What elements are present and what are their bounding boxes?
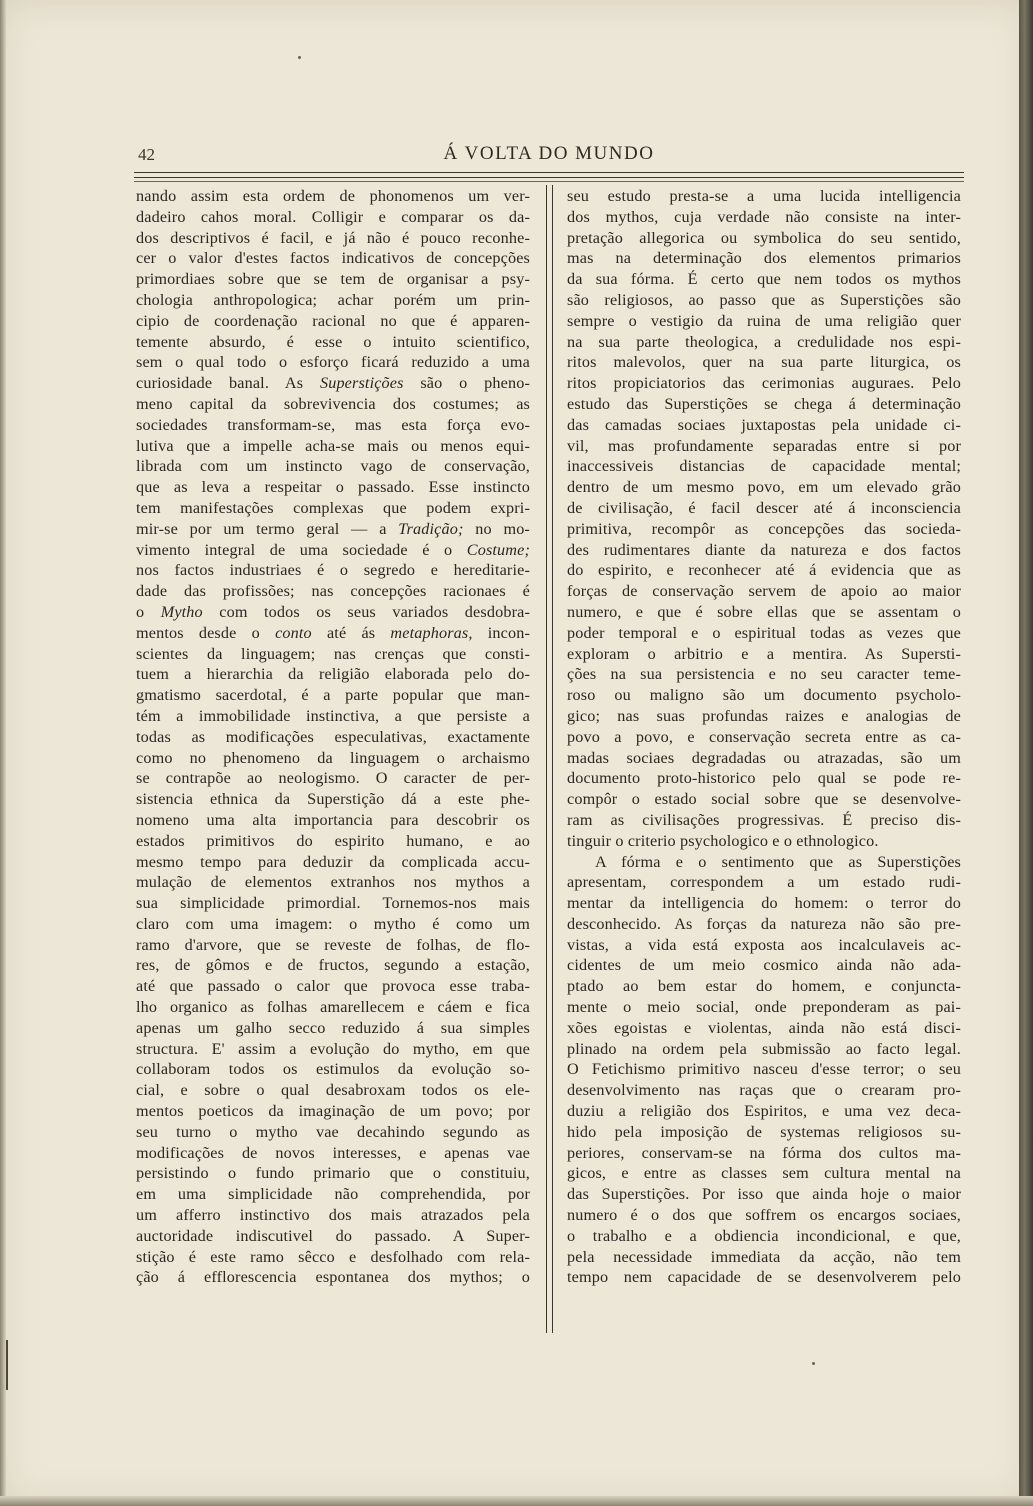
text-run: ritos malevolos, quer na sua parte liturgica, os: [567, 353, 961, 372]
text-line: [136, 852, 530, 873]
text-line: [567, 1101, 961, 1122]
text-line: [567, 872, 961, 893]
text-run: cial, e sobre o qual desabroxam todos os ele-: [136, 1081, 530, 1100]
text-run: o trabalho e a obdiencia incondicional, e que,: [567, 1226, 961, 1245]
text-line: [567, 706, 961, 727]
text-line: [136, 352, 530, 373]
text-line: [136, 1080, 530, 1101]
text-line: [136, 976, 530, 997]
text-run: até ás: [311, 623, 391, 642]
text-line: [136, 581, 530, 602]
text-line: [567, 352, 961, 373]
text-line: [567, 1184, 961, 1205]
text-line: [136, 602, 530, 623]
text-line: [567, 664, 961, 685]
text-run: ritos propiciatorios das cerimonias auguraes. Pelo: [567, 374, 961, 393]
text-run: dadeiro cahos moral. Colligir e comparar os da-: [136, 207, 530, 226]
text-run: temente absurdo, é esse o intuito scientifico,: [136, 332, 530, 351]
text-line: [567, 935, 961, 956]
text-run: mentos poeticos da imaginação de um povo; por: [136, 1102, 530, 1121]
text-line: [136, 872, 530, 893]
text-line: [136, 373, 530, 394]
text-run: tem manifestações complexas que podem expri-: [136, 498, 530, 517]
text-line: [136, 810, 530, 831]
text-run: se contrapõe ao neologismo. O caracter de per-: [136, 769, 530, 788]
text-line: [567, 1059, 961, 1080]
text-line: [136, 623, 530, 644]
text-line: [136, 394, 530, 415]
text-run: sociedades transformam-se, mas esta força evo-: [136, 415, 530, 434]
text-run: collaboram todos os estimulos da evolução so-: [136, 1060, 530, 1079]
text-run: tuem a hierarchia da religião elaborada pelo do-: [136, 665, 530, 684]
page-edge-bottom: [0, 1496, 1033, 1506]
text-run: stição é este ramo sêcco e desfolhado com rela-: [136, 1247, 530, 1266]
text-line: [567, 373, 961, 394]
text-run: meno capital da sobrevivencia dos costumes; as: [136, 394, 530, 413]
text-line: [136, 540, 530, 561]
text-run: que as leva a respeitar o passado. Esse instincto: [136, 478, 530, 497]
text-run: mesmo tempo para deduzir da complicada accu-: [136, 852, 530, 871]
text-line: [136, 1039, 530, 1060]
text-run: ptado ao bem estar do homem, e conjuncta-: [567, 977, 961, 996]
text-line: [136, 1226, 530, 1247]
italic-term: Costume;: [466, 540, 530, 559]
text-run: um afferro instinctivo dos mais atrazados pela: [136, 1206, 530, 1225]
text-line: [136, 685, 530, 706]
text-line: [136, 955, 530, 976]
text-line: [567, 415, 961, 436]
text-run: duziu a religião dos Espiritos, e uma vez deca-: [567, 1102, 961, 1121]
text-run: sem o qual todo o esforço ficará reduzido a uma: [136, 353, 530, 372]
text-run: incon-: [472, 623, 530, 642]
text-run: lho organico as folhas amarellecem e cáem e fica: [136, 998, 530, 1017]
left-text-column: [136, 186, 530, 1288]
text-run: librada com um instincto vago de conservação,: [136, 457, 530, 476]
text-run: mentar da intelligencia do homem: o terror do: [567, 894, 961, 913]
text-line: [567, 477, 961, 498]
running-title: Á VOLTA DO MUNDO: [443, 143, 655, 164]
text-line: [136, 519, 530, 540]
text-line: [136, 1163, 530, 1184]
page-header: [134, 141, 964, 167]
text-line: [136, 436, 530, 457]
text-line: [567, 1267, 961, 1288]
text-line: [567, 290, 961, 311]
text-run: des rudimentares diante da natureza e dos factos: [567, 540, 961, 559]
text-line: [136, 311, 530, 332]
text-run: cer o valor d'estes factos indicativos de concepções: [136, 249, 530, 268]
text-line: [136, 1184, 530, 1205]
text-run: O Fetichismo primitivo nasceu d'esse terror; o seu: [567, 1060, 961, 1079]
text-run: na sua parte theologica, a credulidade nos espi-: [567, 332, 961, 351]
header-rule: [134, 172, 964, 173]
text-line: [567, 498, 961, 519]
text-run: structura. E' assim a evolução do mytho, em que: [136, 1039, 530, 1058]
text-line: [567, 831, 961, 852]
text-line: [567, 623, 961, 644]
text-run: nos factos industriaes é o segredo e hereditarie-: [136, 561, 530, 580]
text-line: [136, 727, 530, 748]
text-run: numero, e que é sobre ellas que se assentam o: [567, 602, 961, 621]
paper-speck: [298, 56, 301, 59]
text-run: desenvolvimento nas raças que o crearam pro-: [567, 1081, 961, 1100]
text-line: [567, 685, 961, 706]
italic-term: conto: [275, 623, 312, 642]
text-run: chologia anthropologica; achar porém um prin-: [136, 290, 530, 309]
text-run: estudo das Superstições se chega á determinação: [567, 394, 961, 413]
text-run: claro com uma imagem: o mytho é como um: [136, 914, 530, 933]
text-run: gicos, e entre as classes sem cultura mental na: [567, 1164, 961, 1183]
text-run: sistencia ethnica da Superstição dá a este phe-: [136, 790, 530, 809]
text-line: [567, 540, 961, 561]
text-run: hido pela imposição de systemas religiosos su-: [567, 1122, 961, 1141]
text-line: [567, 560, 961, 581]
text-line: [567, 914, 961, 935]
text-run: A fórma e o sentimento que as Superstições: [595, 852, 961, 871]
text-line: [136, 997, 530, 1018]
page-tear-mark: [6, 1340, 18, 1390]
text-line: [567, 768, 961, 789]
text-line: [136, 1122, 530, 1143]
text-run: ção á efflorescencia espontanea dos mythos; o: [136, 1268, 530, 1287]
text-run: persistindo o fundo primario que o constituiu,: [136, 1164, 530, 1183]
text-line: [567, 311, 961, 332]
text-run: apenas um galho secco reduzido á sua simples: [136, 1018, 530, 1037]
text-run: dade das profissões; nas concepções racionaes é: [136, 582, 530, 601]
text-run: sua simplicidade primordial. Tornemos-nos mais: [136, 894, 530, 913]
text-line: [136, 456, 530, 477]
text-run: exploram o arbitrio e a mentira. As Supersti-: [567, 644, 961, 663]
column-divider: [552, 185, 553, 1333]
text-line: [567, 269, 961, 290]
text-run: mir-se por um termo geral — a: [136, 519, 399, 538]
italic-term: Tradição;: [398, 519, 464, 538]
text-line: [136, 1143, 530, 1164]
text-line: [567, 394, 961, 415]
text-line: [567, 228, 961, 249]
text-run: compôr o estado social sobre que se desenvolve-: [567, 790, 961, 809]
text-line: [136, 1101, 530, 1122]
text-line: [136, 706, 530, 727]
text-line: [136, 831, 530, 852]
text-line: [136, 1205, 530, 1226]
text-run: nomeno uma alta importancia para descobrir os: [136, 810, 530, 829]
text-line: [567, 602, 961, 623]
text-run: mente o meio social, onde preponderam as pai-: [567, 998, 961, 1017]
text-run: até que passado o calor que provoca esse traba-: [136, 977, 530, 996]
text-run: povo a povo, e conservação secreta entre as ca-: [567, 727, 961, 746]
text-line: [136, 914, 530, 935]
text-line: [567, 789, 961, 810]
text-line: [136, 207, 530, 228]
text-run: primordiaes sobre que se tem de organisar a psy-: [136, 270, 530, 289]
text-line: [567, 748, 961, 769]
text-line: [136, 1059, 530, 1080]
text-line: [136, 935, 530, 956]
text-line: [567, 810, 961, 831]
text-line: [136, 1247, 530, 1268]
text-run: todas as modificações especulativas, exactamente: [136, 727, 530, 746]
text-line: [136, 1018, 530, 1039]
italic-term: Superstições: [319, 374, 404, 393]
text-run: inaccessiveis distancias de capacidade mental;: [567, 457, 961, 476]
text-run: lutiva que a impelle acha-se mais ou menos equi-: [136, 436, 530, 455]
text-run: tinguir o criterio psychologico e o ethnologico.: [567, 831, 879, 850]
text-run: pretação allegorica ou symbolica do seu sentido,: [567, 228, 961, 247]
text-line: [567, 186, 961, 207]
text-line: [567, 1163, 961, 1184]
text-line: [567, 207, 961, 228]
italic-term: metaphoras,: [390, 623, 473, 642]
text-run: são religiosos, ao passo que as Superstições são: [567, 290, 961, 309]
text-run: dentro de um mesmo povo, em um elevado grão: [567, 478, 961, 497]
text-run: tém a immobilidade instinctiva, a que persiste a: [136, 706, 530, 725]
text-line: [567, 1080, 961, 1101]
text-run: cidentes de um meio cosmico ainda não ada-: [567, 956, 961, 975]
text-run: gico; nas suas profundas raizes e analogias de: [567, 706, 961, 725]
text-run: mentos desde o: [136, 623, 276, 642]
text-run: ramo d'arvore, que se reveste de folhas, de flo-: [136, 935, 530, 954]
text-run: o: [136, 602, 161, 621]
text-run: mulação de elementos extranhos nos mythos a: [136, 873, 530, 892]
paper-speck: [812, 1362, 815, 1365]
text-line: [567, 1122, 961, 1143]
text-line: [136, 186, 530, 207]
text-line: [567, 519, 961, 540]
text-line: [567, 1247, 961, 1268]
text-run: no mo-: [463, 519, 530, 538]
text-run: auctoridade indiscutivel do passado. A Super-: [136, 1226, 530, 1245]
text-line: [136, 644, 530, 665]
text-run: estados primitivos do espirito humano, e ao: [136, 831, 530, 850]
text-run: sempre o vestigio da ruina de uma religião quer: [567, 311, 961, 330]
text-run: madas sociaes degradadas ou atrazadas, são um: [567, 748, 961, 767]
text-run: pela necessidade immediata da acção, não tem: [567, 1247, 961, 1266]
text-line: [136, 789, 530, 810]
text-line: [567, 1205, 961, 1226]
text-run: xões egoistas e violentas, ainda não está disci-: [567, 1018, 961, 1037]
text-line: [567, 997, 961, 1018]
text-line: [567, 456, 961, 477]
text-line: [136, 748, 530, 769]
page-number: 42: [138, 145, 155, 164]
text-line: [136, 248, 530, 269]
text-run: vistas, a vida está exposta aos incalculaveis ac-: [567, 935, 961, 954]
text-line: [567, 727, 961, 748]
text-run: das camadas sociaes juxtapostas pela unidade ci-: [567, 415, 961, 434]
text-run: poder temporal e o espiritual todas as vezes que: [567, 623, 961, 642]
text-run: são o pheno-: [403, 374, 530, 393]
text-run: forças de conservação servem de apoio ao maior: [567, 582, 961, 601]
text-run: da sua fórma. É certo que nem todos os mythos: [567, 270, 961, 289]
column-divider: [546, 185, 547, 1333]
text-line: [567, 955, 961, 976]
text-run: com todos os seus variados desdobra-: [202, 602, 530, 621]
text-line: [567, 248, 961, 269]
text-line: [567, 644, 961, 665]
text-run: numero é o dos que soffrem os encargos sociaes,: [567, 1206, 961, 1225]
text-run: res, de gômos e de fructos, segundo a estação,: [136, 956, 530, 975]
text-run: desconhecido. As forças da natureza não são pre-: [567, 914, 961, 933]
text-line: [136, 1267, 530, 1288]
header-rule: [134, 177, 964, 178]
text-run: vimento integral de uma sociedade é o: [136, 540, 467, 559]
text-line: [136, 415, 530, 436]
text-line: [136, 498, 530, 519]
text-run: seu turno o mytho vae decahindo segundo as: [136, 1122, 530, 1141]
page-edge-left: [0, 0, 6, 1506]
text-line: [567, 852, 961, 873]
text-line: [136, 290, 530, 311]
text-run: do espirito, e reconhecer até á evidencia que as: [567, 561, 961, 580]
text-run: roso ou maligno são um documento psycholo-: [567, 686, 961, 705]
text-line: [567, 1143, 961, 1164]
text-run: nando assim esta ordem de phonomenos um ver-: [136, 187, 530, 205]
text-run: primitiva, recompôr as concepções das socieda-: [567, 519, 961, 538]
text-line: [136, 477, 530, 498]
text-run: em uma simplicidade não comprehendida, por: [136, 1185, 530, 1204]
text-run: mas na determinação dos elementos primarios: [567, 249, 961, 268]
text-run: periores, conservam-se na fórma dos cultos ma-: [567, 1143, 961, 1162]
text-line: [567, 581, 961, 602]
text-line: [567, 976, 961, 997]
text-run: das Superstições. Por isso que ainda hoje o maior: [567, 1185, 961, 1204]
text-line: [567, 436, 961, 457]
text-line: [136, 332, 530, 353]
text-run: modificações de novos interesses, e apenas vae: [136, 1143, 530, 1162]
text-run: apresentam, correspondem a um estado rudi-: [567, 873, 961, 892]
text-run: ram as civilisações progressivas. É preciso dis-: [567, 810, 961, 829]
text-run: tempo nem capacidade de se desenvolverem pelo: [567, 1268, 961, 1287]
text-line: [136, 228, 530, 249]
text-line: [567, 1018, 961, 1039]
header-rule: [134, 181, 964, 182]
text-run: vil, mas profundamente separadas entre si por: [567, 436, 961, 455]
text-run: de civilisação, é facil descer até á inconsciencia: [567, 498, 961, 517]
text-line: [567, 1039, 961, 1060]
text-line: [567, 332, 961, 353]
text-run: scientes da linguagem; nas crenças que consti-: [136, 644, 530, 663]
page-edge-right: [1019, 0, 1033, 1506]
text-run: plinado na ordem pela submissão ao facto legal.: [567, 1039, 961, 1058]
text-line: [136, 893, 530, 914]
text-line: [567, 893, 961, 914]
text-run: cipio de coordenação racional no que é apparen-: [136, 311, 530, 330]
text-line: [567, 1226, 961, 1247]
text-run: seu estudo presta-se a uma lucida intelligencia: [567, 187, 961, 205]
text-run: dos mythos, cuja verdade não consiste na inter-: [567, 207, 961, 226]
text-run: dos descriptivos é facil, e já não é pouco reconhe-: [136, 228, 530, 247]
text-line: [136, 560, 530, 581]
text-run: documento proto-historico pelo qual se pode re-: [567, 769, 961, 788]
text-line: [136, 664, 530, 685]
text-run: ções na sua persistencia e no seu caracter teme-: [567, 665, 961, 684]
text-line: [136, 269, 530, 290]
text-run: curiosidade banal. As: [136, 374, 320, 393]
text-run: como no phenomeno da linguagem o archaismo: [136, 748, 530, 767]
text-line: [136, 768, 530, 789]
italic-term: Mytho: [160, 602, 203, 621]
right-text-column: [567, 186, 961, 1288]
text-run: gmatismo sacerdotal, é a parte popular que man-: [136, 686, 530, 705]
